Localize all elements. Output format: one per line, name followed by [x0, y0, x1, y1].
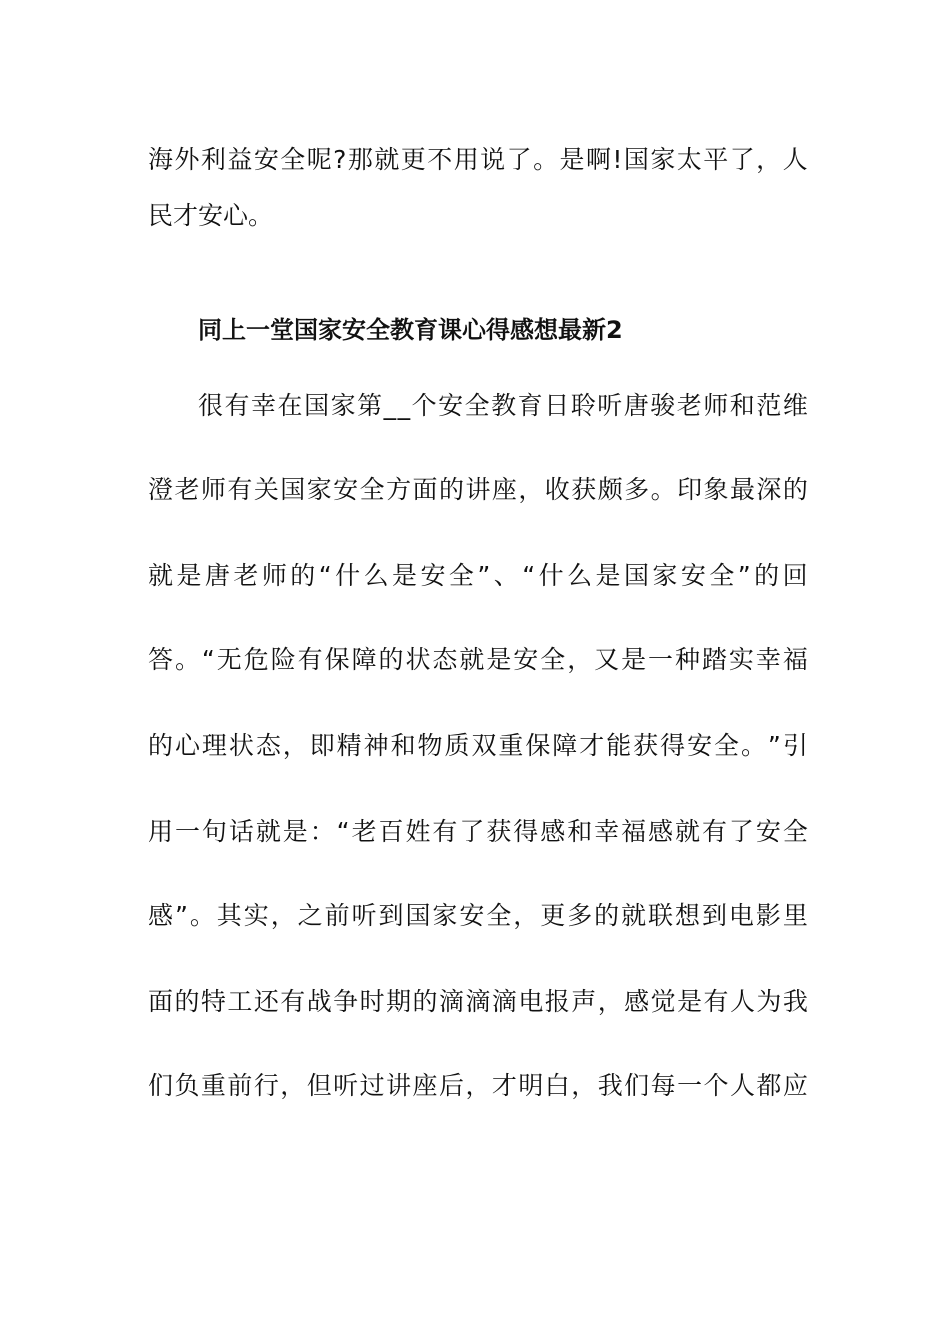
section-heading: 同上一堂国家安全教育课心得感想最新2 [198, 316, 623, 344]
paragraph-line: 面 的 特 工 还 有 战 争 时 期 的 滴 滴 滴 电 报 声 ， 感 觉 是 有 人 为 我 [148, 987, 808, 1016]
paragraph-line: 民才安心。 [148, 201, 274, 230]
paragraph-line: 就 是 唐 老 师 的 “ 什 么 是 安 全 ” 、 “ 什 么 是 国 家 安 全 ” 的 回 [148, 561, 808, 590]
paragraph-line: 很 有 幸 在 国 家 第 _ _ 个 安 全 教 育 日 聆 听 唐 骏 老 师 和 范 维 [198, 391, 808, 420]
paragraph-line: 海 外 利 益 安 全 呢 ? 那 就 更 不 用 说 了 。 是 啊 ! 国 家 太 平 了 ， 人 [148, 145, 808, 174]
paragraph-line: 答 。 “ 无 危 险 有 保 障 的 状 态 就 是 安 全 ， 又 是 一 种 踏 实 幸 福 [148, 645, 808, 674]
paragraph-line: 的 心 理 状 态 ， 即 精 神 和 物 质 双 重 保 障 才 能 获 得 安 全 。 ” 引 [148, 731, 808, 760]
paragraph-line: 们 负 重 前 行 ， 但 听 过 讲 座 后 ， 才 明 白 ， 我 们 每 一 个 人 都 应 [148, 1071, 808, 1100]
paragraph-line: 澄 老 师 有 关 国 家 安 全 方 面 的 讲 座 ， 收 获 颇 多 。 印 象 最 深 的 [148, 475, 808, 504]
paragraph-line: 感 ” 。 其 实 ， 之 前 听 到 国 家 安 全 ， 更 多 的 就 联 想 到 电 影 里 [148, 901, 808, 930]
paragraph-line: 用 一 句 话 就 是 ： “ 老 百 姓 有 了 获 得 感 和 幸 福 感 就 有 了 安 全 [148, 817, 808, 846]
